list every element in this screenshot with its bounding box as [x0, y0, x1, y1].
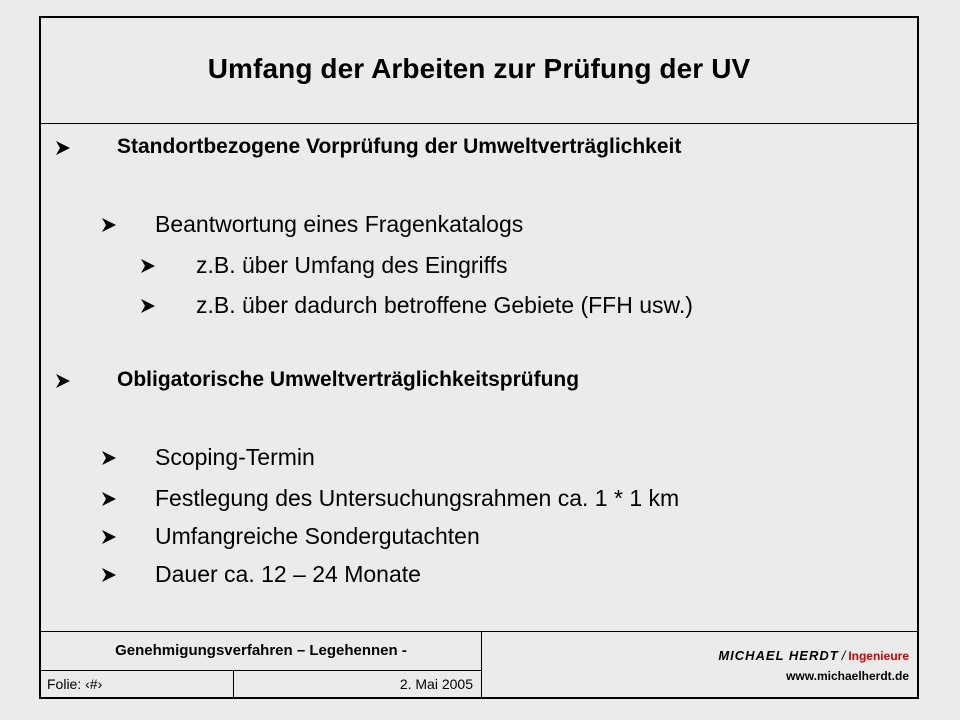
- footer-info-row: [41, 671, 481, 698]
- bullet-item: [101, 211, 524, 237]
- company-subtitle: Ingenieure: [848, 649, 909, 663]
- bullet-text: Scoping-Termin: [155, 444, 315, 470]
- slide: [39, 16, 919, 699]
- slide-number: Folie: ‹#›: [47, 676, 103, 692]
- arrow-bullet-icon: [55, 140, 71, 156]
- slide-number-cell: [41, 671, 234, 698]
- footer-left: [41, 632, 482, 698]
- bullet-item: [101, 485, 680, 511]
- slide-date: 2. Mai 2005: [399, 676, 473, 692]
- bullet-text: Festlegung des Untersuchungsrahmen ca. 1 * 1 km: [155, 485, 680, 511]
- arrow-bullet-icon: [140, 258, 156, 274]
- bullet-text: Obligatorische Umweltverträglichkeitsprüfung: [117, 368, 580, 391]
- arrow-bullet-icon: [101, 529, 117, 545]
- presentation-title: Genehmigungsverfahren – Legehennen -: [115, 642, 407, 659]
- company-name: MICHAEL HERDT: [718, 648, 839, 663]
- bullet-item: [101, 444, 315, 470]
- slide-title: Umfang der Arbeiten zur Prüfung der UV: [207, 53, 751, 84]
- bullet-text: Beantwortung eines Fragenkatalogs: [155, 211, 524, 237]
- company-separator: /: [841, 648, 846, 663]
- bullet-item: [140, 292, 693, 318]
- arrow-bullet-icon: [101, 567, 117, 583]
- bullet-text: z.B. über Umfang des Eingriffs: [196, 252, 508, 278]
- bullet-item: [55, 368, 580, 391]
- arrow-bullet-icon: [101, 450, 117, 466]
- footer: [41, 631, 917, 698]
- company-website[interactable]: www.michaelherdt.de: [786, 669, 909, 683]
- bullet-item: [140, 252, 508, 278]
- bullet-item: [55, 135, 682, 158]
- arrow-bullet-icon: [101, 217, 117, 233]
- title-area: [41, 18, 917, 124]
- arrow-bullet-icon: [101, 491, 117, 507]
- bullet-text: z.B. über dadurch betroffene Gebiete (FFH usw.): [196, 292, 693, 318]
- content-area: [41, 124, 917, 631]
- bullet-item: [101, 523, 480, 549]
- bullet-text: Umfangreiche Sondergutachten: [155, 523, 480, 549]
- arrow-bullet-icon: [140, 298, 156, 314]
- bullet-text: Standortbezogene Vorprüfung der Umweltverträglichkeit: [117, 135, 682, 158]
- bullet-text: Dauer ca. 12 – 24 Monate: [155, 561, 421, 587]
- bullet-item: [101, 561, 421, 587]
- footer-right: [482, 632, 917, 698]
- arrow-bullet-icon: [55, 373, 71, 389]
- footer-title-cell: [41, 632, 481, 671]
- date-cell: [234, 671, 481, 698]
- company-brand: [718, 648, 909, 663]
